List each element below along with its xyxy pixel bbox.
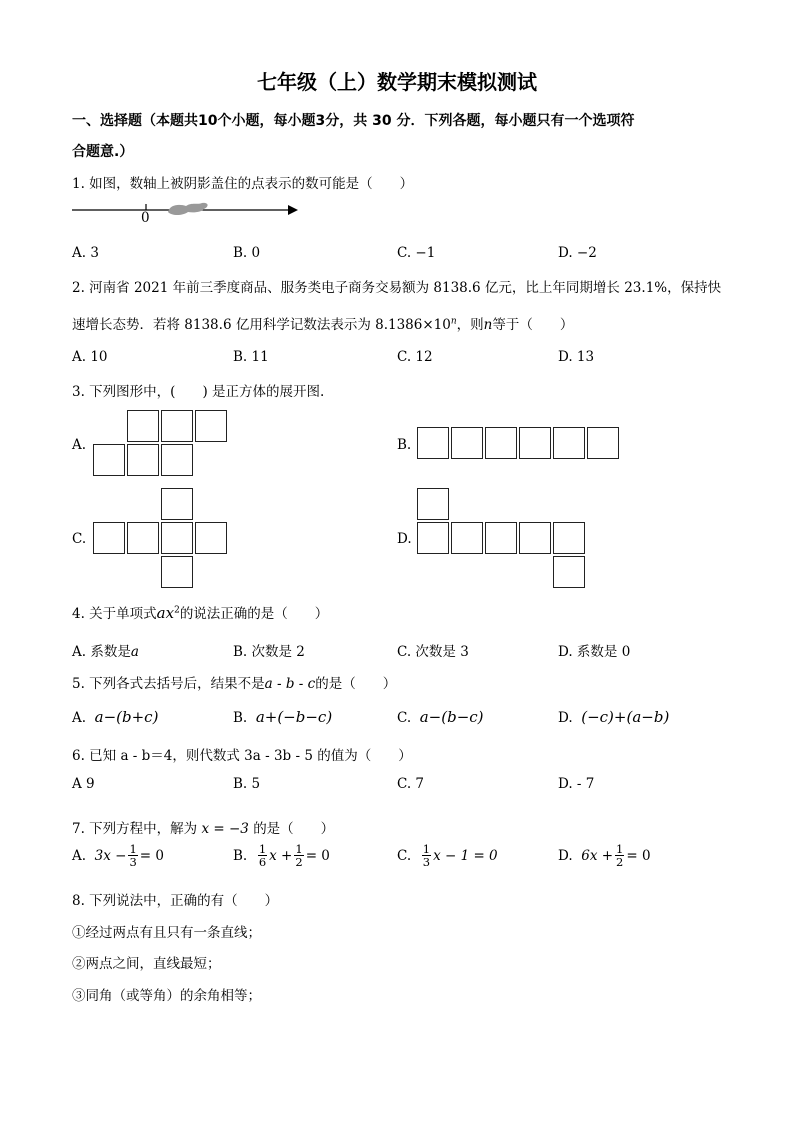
q7-c-fraction (422, 843, 431, 868)
denominator: 2 (295, 855, 303, 869)
q5-expr-d: (−c)+(a−b) (581, 708, 670, 726)
q7-label-c: C. (397, 847, 412, 864)
q7-option-b (233, 843, 330, 868)
q5-label-d: D. (558, 710, 573, 726)
q5-label-a: A. (72, 710, 87, 726)
q8-statement-3: ③同角（或等角）的余角相等； (72, 988, 261, 1004)
net-cell (195, 410, 227, 442)
q1-number-line (70, 198, 310, 228)
q4-monomial: ax (156, 604, 175, 622)
q4-option-a-var: a (130, 644, 139, 660)
numerator: 1 (258, 842, 267, 856)
q3-stem: 3. 下列图形中，( ) 是正方体的展开图. (72, 384, 325, 400)
q5-text-b: 的是（ ） (315, 676, 397, 692)
denominator: 6 (258, 855, 267, 869)
q1-stem: 1. 如图，数轴上被阴影盖住的点表示的数可能是（ ） (72, 176, 414, 192)
denominator: 3 (422, 855, 431, 869)
net-cell (127, 410, 159, 442)
q4-option-a-text: A. 系数是 (72, 644, 131, 660)
q2-var: n (483, 317, 493, 333)
numerator: 1 (129, 842, 137, 856)
q5-label-b: B. (233, 710, 248, 726)
q3-label-a: A. (72, 437, 87, 453)
net-cell (485, 427, 517, 459)
q7-label-a: A. (72, 847, 87, 864)
net-cell (161, 410, 193, 442)
net-cell (161, 444, 193, 476)
net-cell (553, 556, 585, 588)
q2-text-c: 等于（ ） (492, 317, 574, 333)
q7-text-a: 7. 下列方程中，解为 (72, 821, 198, 837)
net-cell (93, 444, 125, 476)
q7-option-d (558, 843, 651, 868)
q2-option-d: D. 13 (558, 349, 595, 365)
q5-option-b (233, 708, 332, 726)
q4-text-a: 4. 关于单项式 (72, 606, 157, 622)
q7-label-b: B. (233, 847, 248, 864)
zero-label: 0 (141, 210, 150, 226)
q7-c-post: x − 1 = 0 (433, 847, 498, 864)
q5-expr-c: a−(b−c) (419, 708, 484, 726)
q7-a-pre: 3x − (94, 847, 127, 864)
net-cell (195, 522, 227, 554)
net-cell (485, 522, 517, 554)
page-title: 七年级（上）数学期末模拟测试 (257, 70, 537, 94)
q3-label-b: B. (397, 437, 412, 453)
numerator: 1 (295, 842, 303, 856)
q7-option-a (72, 843, 164, 868)
net-cell (519, 522, 551, 554)
net-cell (417, 488, 449, 520)
q1-option-b: B. 0 (233, 245, 261, 261)
q6-option-b: B. 5 (233, 776, 261, 792)
q7-d-post: = 0 (626, 847, 651, 864)
q2-line1: 2. 河南省 2021 年前三季度商品、服务类电子商务交易额为 8138.6 亿元，比上年同期增长 23.1%，保持快 (72, 280, 722, 296)
q5-expression: a - b - c (264, 676, 316, 692)
q2-option-a: A. 10 (72, 349, 108, 365)
net-cell (417, 427, 449, 459)
q6-stem: 6. 已知 a - b＝4，则代数式 3a - 3b - 5 的值为（ ） (72, 748, 412, 764)
q7-b-fraction-2 (294, 843, 303, 868)
q2-option-c: C. 12 (397, 349, 433, 365)
q7-a-post: = 0 (139, 847, 164, 864)
net-cell (587, 427, 619, 459)
q1-option-a: A. 3 (72, 245, 99, 261)
q3-label-d: D. (397, 531, 412, 547)
q7-b-mid: x + (269, 847, 293, 864)
q5-stem (72, 672, 396, 692)
net-cell (127, 444, 159, 476)
q2-text-b: ，则 (456, 317, 484, 333)
q2-exponent: n (450, 316, 457, 327)
q5-text-a: 5. 下列各式去括号后，结果不是 (72, 676, 265, 692)
q7-label-d: D. (558, 847, 573, 864)
q7-a-fraction (128, 843, 137, 868)
number-line-arrow (288, 205, 298, 215)
section-heading-line1: 一、选择题（本题共10个小题，每小题3分，共 30 分．下列各题，每小题只有一个选项符 (72, 113, 635, 129)
net-cell (161, 522, 193, 554)
q4-option-a (72, 640, 139, 660)
q4-text-b: 的说法正确的是（ ） (179, 606, 329, 622)
q4-option-d: D. 系数是 0 (558, 644, 631, 660)
q5-option-c (397, 708, 484, 726)
q1-option-c: C. −1 (397, 245, 436, 261)
net-cell (161, 556, 193, 588)
q7-d-fraction (615, 843, 624, 868)
q2-text-a: 速增长态势．若将 8138.6 亿用科学记数法表示为 (72, 317, 371, 333)
section-heading-line2: 合题意.） (72, 144, 134, 160)
q4-option-b: B. 次数是 2 (233, 644, 305, 660)
q8-statement-2: ②两点之间，直线最短； (72, 956, 221, 972)
q3-label-c: C. (72, 531, 87, 547)
q7-condition: x = −3 (201, 821, 249, 837)
net-cell (93, 522, 125, 554)
q5-option-a (72, 708, 158, 726)
q4-exponent: 2 (174, 605, 180, 616)
q5-label-c: C. (397, 710, 412, 726)
net-cell (127, 522, 159, 554)
net-cell (417, 522, 449, 554)
q4-option-c: C. 次数是 3 (397, 644, 469, 660)
q7-stem (72, 817, 334, 837)
q4-stem (72, 602, 328, 622)
q6-option-c: C. 7 (397, 776, 425, 792)
q8-stem: 8. 下列说法中，正确的有（ ） (72, 893, 279, 909)
net-cell (161, 488, 193, 520)
q6-option-d: D. - 7 (558, 776, 595, 792)
q7-option-c (397, 843, 498, 868)
q5-expr-b: a+(−b−c) (255, 708, 333, 726)
denominator: 2 (616, 855, 624, 869)
q7-b-post: = 0 (305, 847, 330, 864)
q8-statement-1: ①经过两点有且只有一条直线； (72, 925, 261, 941)
numerator: 1 (616, 842, 624, 856)
q6-option-a: A 9 (72, 776, 95, 792)
q1-option-d: D. −2 (558, 245, 597, 261)
net-cell (451, 427, 483, 459)
net-cell (519, 427, 551, 459)
shadow-blob (168, 203, 208, 215)
q7-b-fraction-1 (258, 843, 267, 868)
denominator: 3 (129, 855, 137, 869)
q7-text-b: 的是（ ） (253, 821, 335, 837)
q2-line2 (72, 313, 573, 333)
net-cell (553, 427, 585, 459)
q5-option-d (558, 708, 669, 726)
q5-expr-a: a−(b+c) (94, 708, 159, 726)
q2-sci-notation: 8.1386×10 (375, 317, 451, 333)
q2-option-b: B. 11 (233, 349, 269, 365)
numerator: 1 (422, 842, 431, 856)
q7-d-pre: 6x + (581, 847, 614, 864)
net-cell (451, 522, 483, 554)
net-cell (553, 522, 585, 554)
